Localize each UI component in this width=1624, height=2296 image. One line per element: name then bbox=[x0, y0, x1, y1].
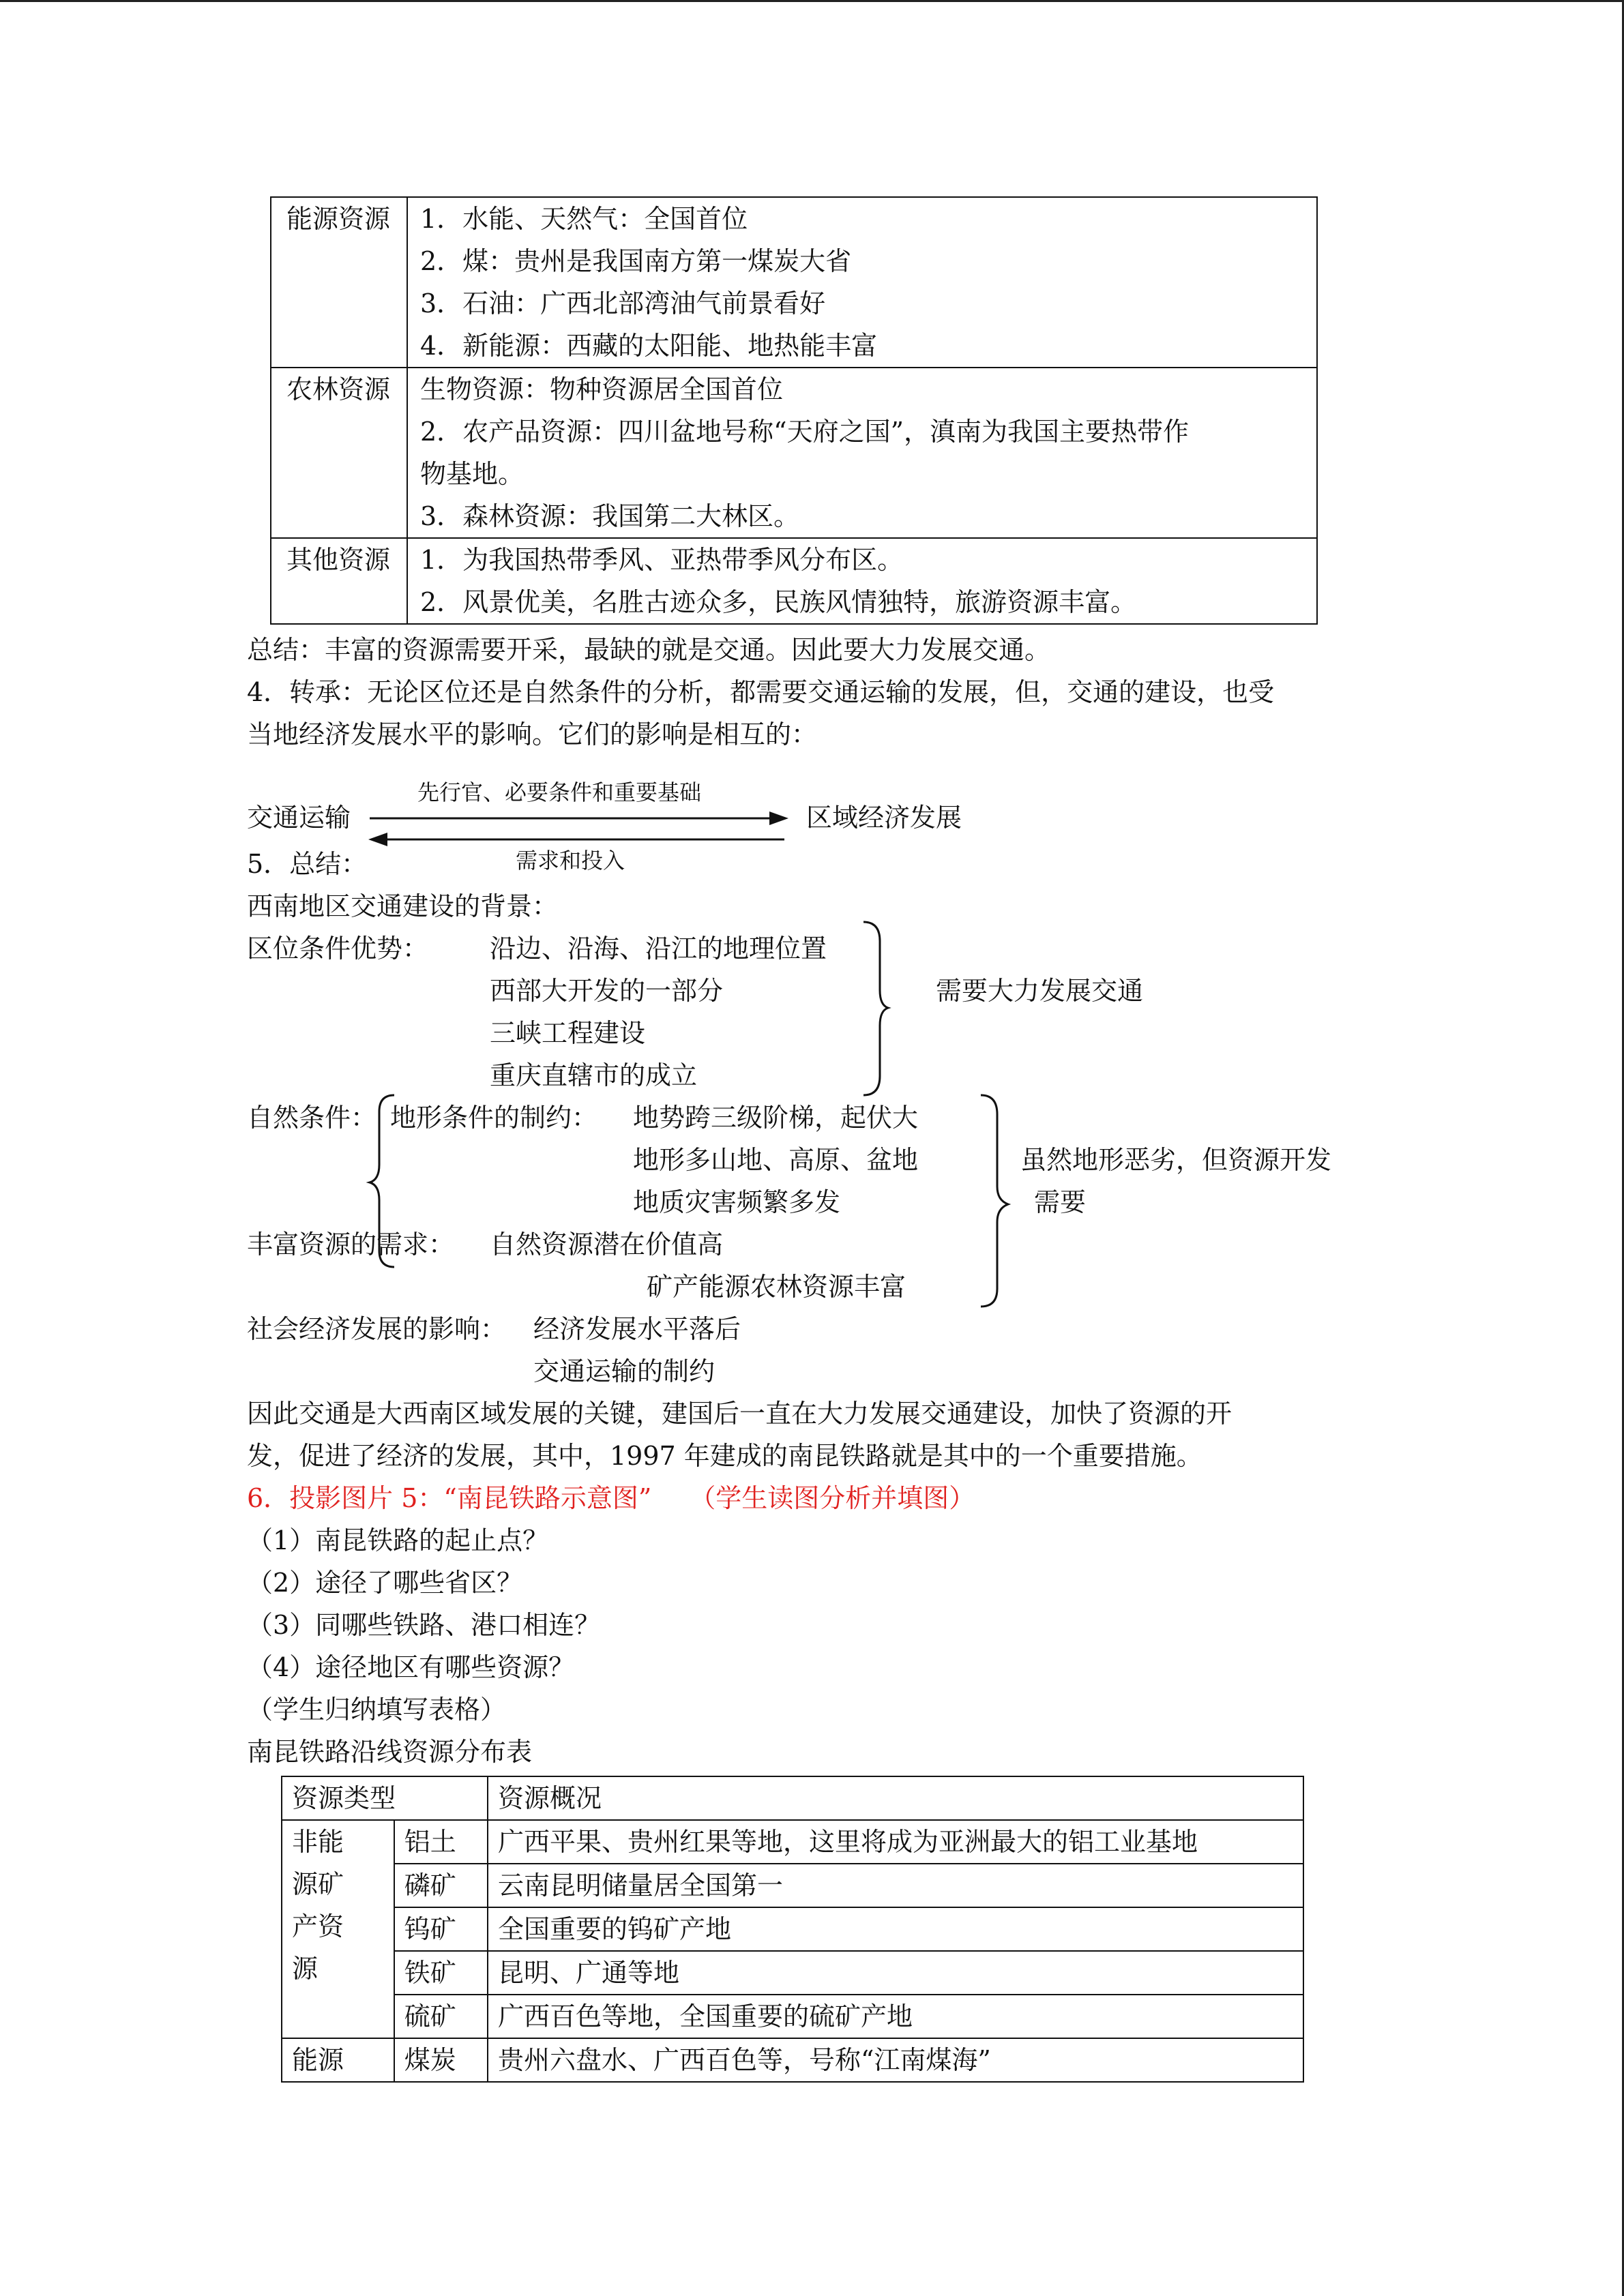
location-label: 区位条件优势： bbox=[247, 934, 429, 964]
table-row bbox=[282, 1995, 1303, 2038]
summary-line: 总结：丰富的资源需要开采，最缺的就是交通。因此要大力发展交通。 bbox=[247, 635, 1051, 665]
detail-line: 1．为我国热带季风、亚热带季风分布区。 bbox=[420, 545, 904, 575]
section6-title bbox=[247, 1477, 975, 1519]
group-label-line: 非能 bbox=[292, 1827, 344, 1857]
location-item: 三峡工程建设 bbox=[490, 1018, 646, 1048]
type-cell: 磷矿 bbox=[394, 1864, 488, 1907]
arrow-top-label: 先行官、必要条件和重要基础 bbox=[417, 779, 702, 805]
desc-cell: 广西百色等地，全国重要的硫矿产地 bbox=[488, 1995, 1303, 2038]
distribution-table-title: 南昆铁路沿线资源分布表 bbox=[247, 1737, 533, 1767]
location-item: 西部大开发的一部分 bbox=[490, 976, 724, 1006]
terrain-label: 地形条件的制约： bbox=[390, 1103, 598, 1133]
socio-label: 社会经济发展的影响： bbox=[247, 1314, 507, 1344]
terrain-item: 地势跨三级阶梯，起伏大 bbox=[633, 1103, 919, 1133]
desc-cell: 贵州六盘水、广西百色等，号称“江南煤海” bbox=[488, 2038, 1303, 2082]
type-cell: 钨矿 bbox=[394, 1907, 488, 1951]
arrow-right-label: 区域经济发展 bbox=[806, 803, 962, 833]
arrow-left-label: 交通运输 bbox=[247, 803, 351, 833]
instruction-line: （学生归纳填写表格） bbox=[247, 1695, 507, 1725]
detail-line: 3．森林资源：我国第二大林区。 bbox=[420, 501, 800, 531]
question-item: （4）途径地区有哪些资源？ bbox=[247, 1652, 575, 1682]
detail-line: 2．风景优美，名胜古迹众多，民族风情独特，旅游资源丰富。 bbox=[420, 587, 1137, 617]
socio-item: 经济发展水平落后 bbox=[533, 1314, 741, 1344]
location-item: 重庆直辖市的成立 bbox=[490, 1060, 698, 1090]
group-label-line: 产资 bbox=[292, 1911, 344, 1941]
table-row bbox=[282, 1951, 1303, 1995]
table-row bbox=[282, 1907, 1303, 1951]
resource-demand-item: 矿产能源农林资源丰富 bbox=[647, 1272, 906, 1302]
location-conclusion: 需要大力发展交通 bbox=[936, 976, 1144, 1006]
distribution-table bbox=[281, 1776, 1304, 2083]
transition-line-1: 4．转承：无论区位还是自然条件的分析，都需要交通运输的发展，但，交通的建设，也受 bbox=[247, 677, 1275, 707]
natural-right-brace bbox=[981, 1095, 1008, 1307]
table-row bbox=[282, 1820, 1303, 1864]
therefore-line-1: 因此交通是大西南区域发展的关键，建国后一直在大力发展交通建设，加快了资源的开 bbox=[247, 1399, 1232, 1429]
desc-cell: 云南昆明储量居全国第一 bbox=[488, 1864, 1303, 1907]
detail-line: 物基地。 bbox=[420, 459, 525, 489]
section6-note: （学生读图分析并填图） bbox=[690, 1483, 975, 1513]
section6-heading: 6．投影图片 5：“南昆铁路示意图” bbox=[247, 1483, 652, 1513]
detail-line: 2．煤：贵州是我国南方第一煤炭大省 bbox=[420, 246, 852, 276]
desc-cell: 昆明、广通等地 bbox=[488, 1951, 1303, 1995]
terrain-item: 地形多山地、高原、盆地 bbox=[633, 1145, 919, 1175]
transition-line-2: 当地经济发展水平的影响。它们的影响是相互的： bbox=[247, 719, 818, 749]
resource-demand-label: 丰富资源的需求： bbox=[247, 1229, 455, 1259]
type-cell: 煤炭 bbox=[394, 2038, 488, 2082]
socio-item: 交通运输的制约 bbox=[533, 1356, 715, 1386]
question-item: （2）途径了哪些省区？ bbox=[247, 1568, 523, 1598]
terrain-item: 地质灾害频繁多发 bbox=[633, 1187, 841, 1217]
table-header-row bbox=[282, 1776, 1303, 1820]
detail-line: 生物资源：物种资源居全国首位 bbox=[420, 374, 784, 404]
location-brace bbox=[863, 922, 888, 1095]
question-item: （3）同哪些铁路、港口相连？ bbox=[247, 1610, 601, 1640]
resource-category: 其他资源 bbox=[271, 538, 407, 624]
background-title: 西南地区交通建设的背景： bbox=[247, 891, 559, 921]
natural-label: 自然条件： bbox=[247, 1103, 377, 1133]
desc-cell: 广西平果、贵州红果等地，这里将成为亚洲最大的铝工业基地 bbox=[488, 1820, 1303, 1864]
natural-left-brace bbox=[370, 1095, 394, 1267]
group-label-cell: 能源 bbox=[282, 2038, 394, 2082]
question-item: （1）南昆铁路的起止点？ bbox=[247, 1525, 549, 1555]
arrow-bottom-label: 需求和投入 bbox=[516, 848, 625, 874]
natural-conclusion-1: 虽然地形恶劣，但资源开发 bbox=[1020, 1145, 1332, 1175]
table-row bbox=[282, 1864, 1303, 1907]
detail-line: 4．新能源：西藏的太阳能、地热能丰富 bbox=[420, 331, 878, 361]
type-cell: 铁矿 bbox=[394, 1951, 488, 1995]
detail-line: 1．水能、天然气：全国首位 bbox=[420, 204, 748, 234]
desc-cell: 全国重要的钨矿产地 bbox=[488, 1907, 1303, 1951]
detail-line: 2．农产品资源：四川盆地号称“天府之国”，滇南为我国主要热带作 bbox=[420, 417, 1190, 447]
group-label-line: 源 bbox=[292, 1954, 319, 1984]
header-cell: 资源类型 bbox=[282, 1776, 488, 1820]
header-cell: 资源概况 bbox=[488, 1776, 1303, 1820]
location-item: 沿边、沿海、沿江的地理位置 bbox=[490, 934, 827, 964]
type-cell: 硫矿 bbox=[394, 1995, 488, 2038]
detail-line: 3．石油：广西北部湾油气前景看好 bbox=[420, 288, 826, 318]
resource-category: 能源资源 bbox=[271, 197, 407, 368]
resource-category: 农林资源 bbox=[271, 368, 407, 538]
group-label-cell bbox=[282, 1820, 394, 2038]
resource-demand-item: 自然资源潜在价值高 bbox=[490, 1229, 724, 1259]
group-label-line: 源矿 bbox=[292, 1869, 344, 1899]
type-cell: 铝土 bbox=[394, 1820, 488, 1864]
section5-title: 5．总结： bbox=[247, 849, 368, 879]
table-row bbox=[282, 2038, 1303, 2082]
therefore-line-2: 发，促进了经济的发展，其中，1997 年建成的南昆铁路就是其中的一个重要措施。 bbox=[247, 1441, 1202, 1471]
natural-conclusion-2: 需要 bbox=[1034, 1187, 1087, 1217]
